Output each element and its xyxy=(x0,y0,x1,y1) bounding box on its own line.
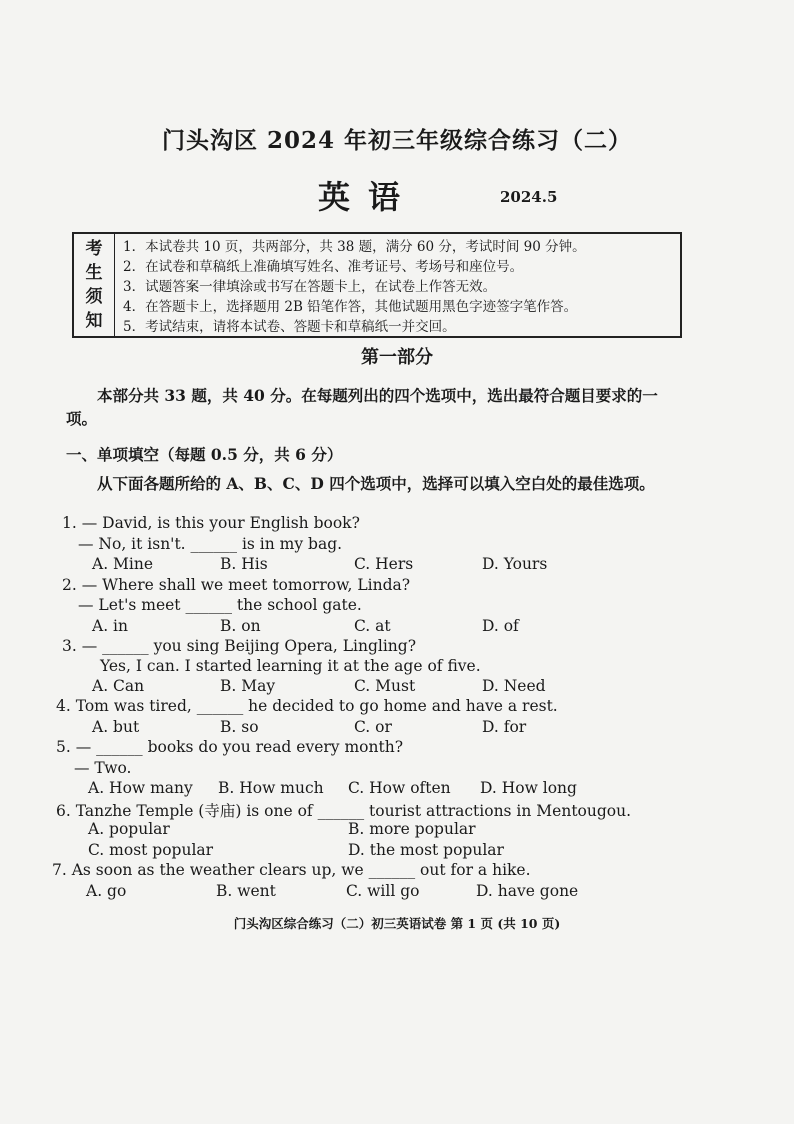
question-3-option-b: B. May xyxy=(220,677,276,695)
question-4-option-c: C. or xyxy=(354,718,392,736)
subject-title: 英语 xyxy=(318,178,419,216)
question-7-option-d: D. have gone xyxy=(476,882,579,900)
notice-item: 2．在试卷和草稿纸上准确填写姓名、准考证号、考场号和座位号。 xyxy=(123,259,524,275)
notice-label xyxy=(74,234,115,336)
notice-label-char: 考 xyxy=(85,239,103,259)
part-heading: 第一部分 xyxy=(361,347,433,368)
question-5-stem: 5. — ______ books do you read every month? xyxy=(56,738,404,756)
question-5-option-b: B. How much xyxy=(218,779,324,797)
question-1-option-a: A. Mine xyxy=(92,555,154,573)
question-4-stem: 4. Tom was tired, ______ he decided to go home and have a rest. xyxy=(56,697,558,715)
question-6-option-c: C. most popular xyxy=(88,841,214,859)
question-1-reply: — No, it isn't. ______ is in my bag. xyxy=(78,535,343,553)
question-4-option-d: D. for xyxy=(482,718,527,736)
question-1-option-d: D. Yours xyxy=(482,555,548,573)
exam-title: 门头沟区 2024 年初三年级综合练习（二） xyxy=(161,127,633,154)
question-1-option-b: B. His xyxy=(220,555,268,573)
question-5-option-a: A. How many xyxy=(88,779,193,797)
question-6-stem: 6. Tanzhe Temple (寺庙) is one of ______ tourist attractions in Mentougou. xyxy=(56,802,632,820)
notice-item: 1．本试卷共 10 页，共两部分，共 38 题，满分 60 分，考试时间 90 分钟。 xyxy=(123,239,586,255)
question-5-reply: — Two. xyxy=(74,759,132,777)
question-2-option-b: B. on xyxy=(220,617,261,635)
notice-label-char: 须 xyxy=(85,287,103,307)
question-2-option-a: A. in xyxy=(92,617,128,635)
question-1-option-c: C. Hers xyxy=(354,555,414,573)
notice-label-char: 知 xyxy=(85,311,103,331)
notice-list xyxy=(115,234,586,336)
question-3-reply: Yes, I can. I started learning it at the age of five. xyxy=(100,657,481,675)
question-1-stem: 1. — David, is this your English book? xyxy=(62,514,360,532)
question-6-option-d: D. the most popular xyxy=(348,841,504,859)
question-5-option-c: C. How often xyxy=(348,779,451,797)
section-heading: 一、单项填空（每题 0.5 分，共 6 分） xyxy=(66,445,343,464)
question-3-option-d: D. Need xyxy=(482,677,546,695)
question-6-option-b: B. more popular xyxy=(348,820,476,838)
exam-notice-box xyxy=(72,232,682,338)
question-7-option-b: B. went xyxy=(216,882,276,900)
question-4-option-a: A. but xyxy=(92,718,140,736)
question-7-option-c: C. will go xyxy=(346,882,420,900)
notice-label-char: 生 xyxy=(85,263,103,283)
question-2-option-c: C. at xyxy=(354,617,391,635)
notice-item: 5．考试结束，请将本试卷、答题卡和草稿纸一并交回。 xyxy=(123,319,456,335)
question-6-option-a: A. popular xyxy=(88,820,170,838)
question-7-option-a: A. go xyxy=(86,882,127,900)
notice-item: 4．在答题卡上，选择题用 2B 铅笔作答，其他试题用黑色字迹签字笔作答。 xyxy=(123,299,578,315)
part-intro: 本部分共 33 题，共 40 分。在每题列出的四个选项中，选出最符合题目要求的一项。 xyxy=(66,386,658,428)
question-2-reply: — Let's meet ______ the school gate. xyxy=(78,596,362,614)
question-3-stem: 3. — ______ you sing Beijing Opera, Lingling? xyxy=(62,637,417,655)
question-3-option-a: A. Can xyxy=(92,677,145,695)
question-2-option-d: D. of xyxy=(482,617,519,635)
page-footer: 门头沟区综合练习（二）初三英语试卷 第 1 页 (共 10 页) xyxy=(233,916,561,931)
question-4-option-b: B. so xyxy=(220,718,259,736)
question-2-stem: 2. — Where shall we meet tomorrow, Linda? xyxy=(62,576,411,594)
section-instruction: 从下面各题所给的 A、B、C、D 四个选项中，选择可以填入空白处的最佳选项。 xyxy=(97,474,655,493)
question-5-option-d: D. How long xyxy=(480,779,577,797)
question-3-option-c: C. Must xyxy=(354,677,416,695)
notice-item: 3．试题答案一律填涂或书写在答题卡上，在试卷上作答无效。 xyxy=(123,279,497,295)
question-7-stem: 7. As soon as the weather clears up, we ______ out for a hike. xyxy=(52,861,531,879)
exam-date: 2024.5 xyxy=(500,188,558,206)
